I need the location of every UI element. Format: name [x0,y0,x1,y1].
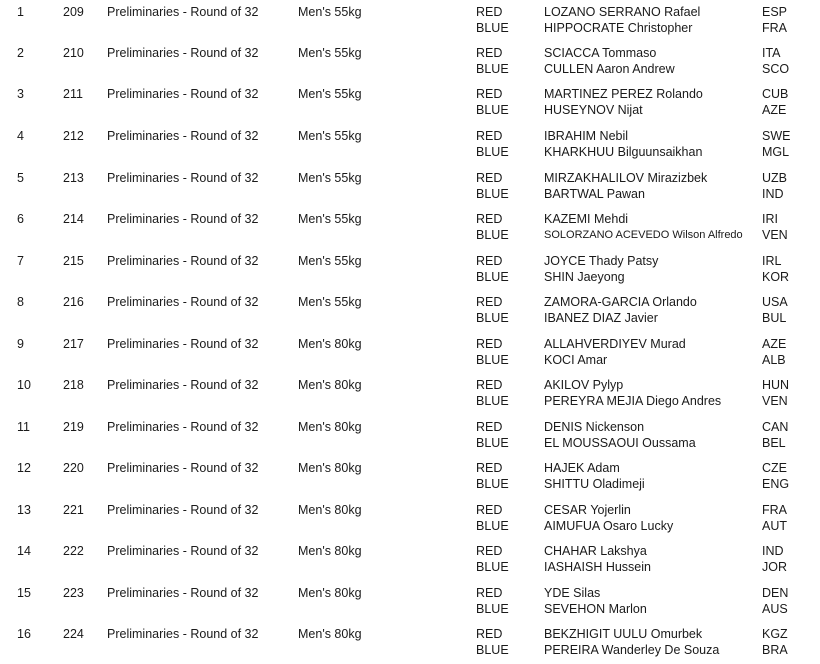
bout-index: 1 [17,5,24,19]
blue-corner-label: BLUE [476,353,509,367]
blue-athlete-name: SHITTU Oladimeji [544,477,645,491]
bout-index: 3 [17,87,24,101]
red-athlete-name: CESAR Yojerlin [544,503,631,517]
bout-number: 215 [63,254,84,268]
red-athlete-name: BEKZHIGIT UULU Omurbek [544,627,703,641]
red-athlete-name: DENIS Nickenson [544,420,645,434]
bout-number: 214 [63,212,84,226]
red-corner-label: RED [476,5,503,19]
bout-number: 224 [63,627,84,641]
blue-athlete-name: PEREYRA MEJIA Diego Andres [544,394,722,408]
weight-category: Men's 55kg [298,46,362,60]
blue-corner-label: BLUE [476,21,509,35]
red-corner-label: RED [476,627,503,641]
red-athlete-name: MARTINEZ PEREZ Rolando [544,87,703,101]
red-corner-label: RED [476,295,503,309]
blue-country-code: FRA [762,21,787,35]
red-corner-label: RED [476,420,503,434]
blue-country-code: AUS [762,602,788,616]
blue-country-code: ALB [762,353,786,367]
bout-row [0,0,820,34]
blue-country-code: AUT [762,519,787,533]
bout-number: 218 [63,378,84,392]
bout-phase: Preliminaries - Round of 32 [107,586,259,600]
red-athlete-name: MIRZAKHALILOV Mirazizbek [544,171,708,185]
red-athlete-name: LOZANO SERRANO Rafael [544,5,701,19]
blue-country-code: KOR [762,270,790,284]
bout-phase: Preliminaries - Round of 32 [107,5,259,19]
bout-index: 15 [17,586,31,600]
bout-row [0,456,820,490]
bout-row [0,249,820,283]
blue-country-code: VEN [762,394,788,408]
red-corner-label: RED [476,46,503,60]
red-country-code: AZE [762,337,787,351]
red-country-code: CZE [762,461,787,475]
bout-number: 217 [63,337,84,351]
blue-corner-label: BLUE [476,145,509,159]
blue-country-code: BUL [762,311,787,325]
red-country-code: SWE [762,129,791,143]
bout-index: 5 [17,171,24,185]
bout-phase: Preliminaries - Round of 32 [107,87,259,101]
blue-athlete-name: PEREIRA Wanderley De Souza [544,643,720,657]
blue-athlete-name: IBANEZ DIAZ Javier [544,311,658,325]
blue-country-code: JOR [762,560,787,574]
weight-category: Men's 55kg [298,129,362,143]
bout-number: 213 [63,171,84,185]
blue-country-code: VEN [762,228,788,242]
blue-country-code: ENG [762,477,790,491]
blue-corner-label: BLUE [476,560,509,574]
red-corner-label: RED [476,87,503,101]
red-country-code: ITA [762,46,781,60]
bout-phase: Preliminaries - Round of 32 [107,420,259,434]
red-corner-label: RED [476,337,503,351]
weight-category: Men's 55kg [298,5,362,19]
red-athlete-name: KAZEMI Mehdi [544,212,629,226]
bout-row [0,41,820,75]
blue-athlete-name: HUSEYNOV Nijat [544,103,643,117]
red-corner-label: RED [476,461,503,475]
weight-category: Men's 80kg [298,461,362,475]
blue-athlete-name: KOCI Amar [544,353,608,367]
bout-number: 211 [63,87,83,101]
red-athlete-name: ALLAHVERDIYEV Murad [544,337,686,351]
blue-corner-label: BLUE [476,62,509,76]
red-country-code: USA [762,295,788,309]
bout-phase: Preliminaries - Round of 32 [107,503,259,517]
blue-corner-label: BLUE [476,228,509,242]
red-country-code: DEN [762,586,789,600]
bout-phase: Preliminaries - Round of 32 [107,295,259,309]
bout-index: 6 [17,212,24,226]
blue-athlete-name: CULLEN Aaron Andrew [544,62,675,76]
bout-number: 212 [63,129,84,143]
weight-category: Men's 80kg [298,586,362,600]
red-country-code: HUN [762,378,790,392]
red-athlete-name: CHAHAR Lakshya [544,544,647,558]
blue-athlete-name: HIPPOCRATE Christopher [544,21,693,35]
blue-athlete-name: SHIN Jaeyong [544,270,625,284]
red-country-code: CUB [762,87,789,101]
red-corner-label: RED [476,544,503,558]
blue-corner-label: BLUE [476,103,509,117]
bout-row [0,166,820,200]
blue-corner-label: BLUE [476,477,509,491]
blue-athlete-name: BARTWAL Pawan [544,187,645,201]
red-corner-label: RED [476,171,503,185]
bout-phase: Preliminaries - Round of 32 [107,378,259,392]
bout-row [0,581,820,615]
blue-corner-label: BLUE [476,519,509,533]
red-country-code: UZB [762,171,787,185]
red-country-code: FRA [762,503,787,517]
blue-athlete-name: IASHAISH Hussein [544,560,651,574]
bout-number: 220 [63,461,84,475]
blue-country-code: MGL [762,145,790,159]
blue-corner-label: BLUE [476,311,509,325]
bout-phase: Preliminaries - Round of 32 [107,129,259,143]
red-athlete-name: HAJEK Adam [544,461,620,475]
bout-row [0,539,820,573]
bout-index: 9 [17,337,24,351]
blue-athlete-name: SEVEHON Marlon [544,602,647,616]
red-athlete-name: IBRAHIM Nebil [544,129,629,143]
bout-index: 8 [17,295,24,309]
bout-row [0,207,820,241]
bout-phase: Preliminaries - Round of 32 [107,544,259,558]
bout-number: 223 [63,586,84,600]
bout-row [0,290,820,324]
bout-number: 209 [63,5,84,19]
bout-row [0,332,820,366]
bout-number: 219 [63,420,84,434]
blue-corner-label: BLUE [476,394,509,408]
weight-category: Men's 80kg [298,337,362,351]
weight-category: Men's 80kg [298,627,362,641]
blue-country-code: IND [762,187,784,201]
bout-index: 14 [17,544,31,558]
blue-athlete-name: SOLORZANO ACEVEDO Wilson Alfredo [544,229,743,241]
weight-category: Men's 55kg [298,212,362,226]
bout-phase: Preliminaries - Round of 32 [107,212,259,226]
bout-row [0,124,820,158]
red-corner-label: RED [476,129,503,143]
bout-row [0,82,820,116]
red-athlete-name: JOYCE Thady Patsy [544,254,659,268]
bout-index: 10 [17,378,31,392]
blue-athlete-name: EL MOUSSAOUI Oussama [544,436,696,450]
bout-number: 210 [63,46,84,60]
bout-number: 216 [63,295,84,309]
bout-index: 16 [17,627,31,641]
blue-corner-label: BLUE [476,643,509,657]
red-corner-label: RED [476,254,503,268]
red-country-code: IRI [762,212,778,226]
weight-category: Men's 80kg [298,420,362,434]
bout-row [0,498,820,532]
bout-index: 11 [17,420,30,434]
red-corner-label: RED [476,503,503,517]
red-athlete-name: ZAMORA-GARCIA Orlando [544,295,697,309]
red-corner-label: RED [476,378,503,392]
bout-phase: Preliminaries - Round of 32 [107,171,259,185]
blue-country-code: BRA [762,643,788,657]
blue-country-code: AZE [762,103,787,117]
blue-corner-label: BLUE [476,270,509,284]
blue-corner-label: BLUE [476,436,509,450]
bout-phase: Preliminaries - Round of 32 [107,337,259,351]
weight-category: Men's 80kg [298,544,362,558]
bout-number: 222 [63,544,84,558]
bout-index: 2 [17,46,24,60]
red-athlete-name: YDE Silas [544,586,601,600]
bout-index: 4 [17,129,24,143]
red-athlete-name: AKILOV Pylyp [544,378,624,392]
blue-athlete-name: AIMUFUA Osaro Lucky [544,519,674,533]
bout-row [0,622,820,656]
weight-category: Men's 55kg [298,171,362,185]
red-country-code: IND [762,544,784,558]
blue-country-code: SCO [762,62,790,76]
blue-athlete-name: KHARKHUU Bilguunsaikhan [544,145,703,159]
red-country-code: ESP [762,5,788,19]
blue-corner-label: BLUE [476,602,509,616]
bout-phase: Preliminaries - Round of 32 [107,627,259,641]
bout-index: 13 [17,503,31,517]
blue-corner-label: BLUE [476,187,509,201]
bout-phase: Preliminaries - Round of 32 [107,461,259,475]
bout-number: 221 [63,503,84,517]
weight-category: Men's 55kg [298,295,362,309]
red-country-code: IRL [762,254,782,268]
red-corner-label: RED [476,586,503,600]
bout-phase: Preliminaries - Round of 32 [107,46,259,60]
weight-category: Men's 55kg [298,87,362,101]
blue-country-code: BEL [762,436,786,450]
weight-category: Men's 80kg [298,378,362,392]
red-corner-label: RED [476,212,503,226]
bout-index: 12 [17,461,31,475]
bout-row [0,415,820,449]
weight-category: Men's 55kg [298,254,362,268]
red-country-code: KGZ [762,627,788,641]
weight-category: Men's 80kg [298,503,362,517]
red-athlete-name: SCIACCA Tommaso [544,46,657,60]
bout-row [0,373,820,407]
bout-phase: Preliminaries - Round of 32 [107,254,259,268]
red-country-code: CAN [762,420,789,434]
bout-index: 7 [17,254,24,268]
